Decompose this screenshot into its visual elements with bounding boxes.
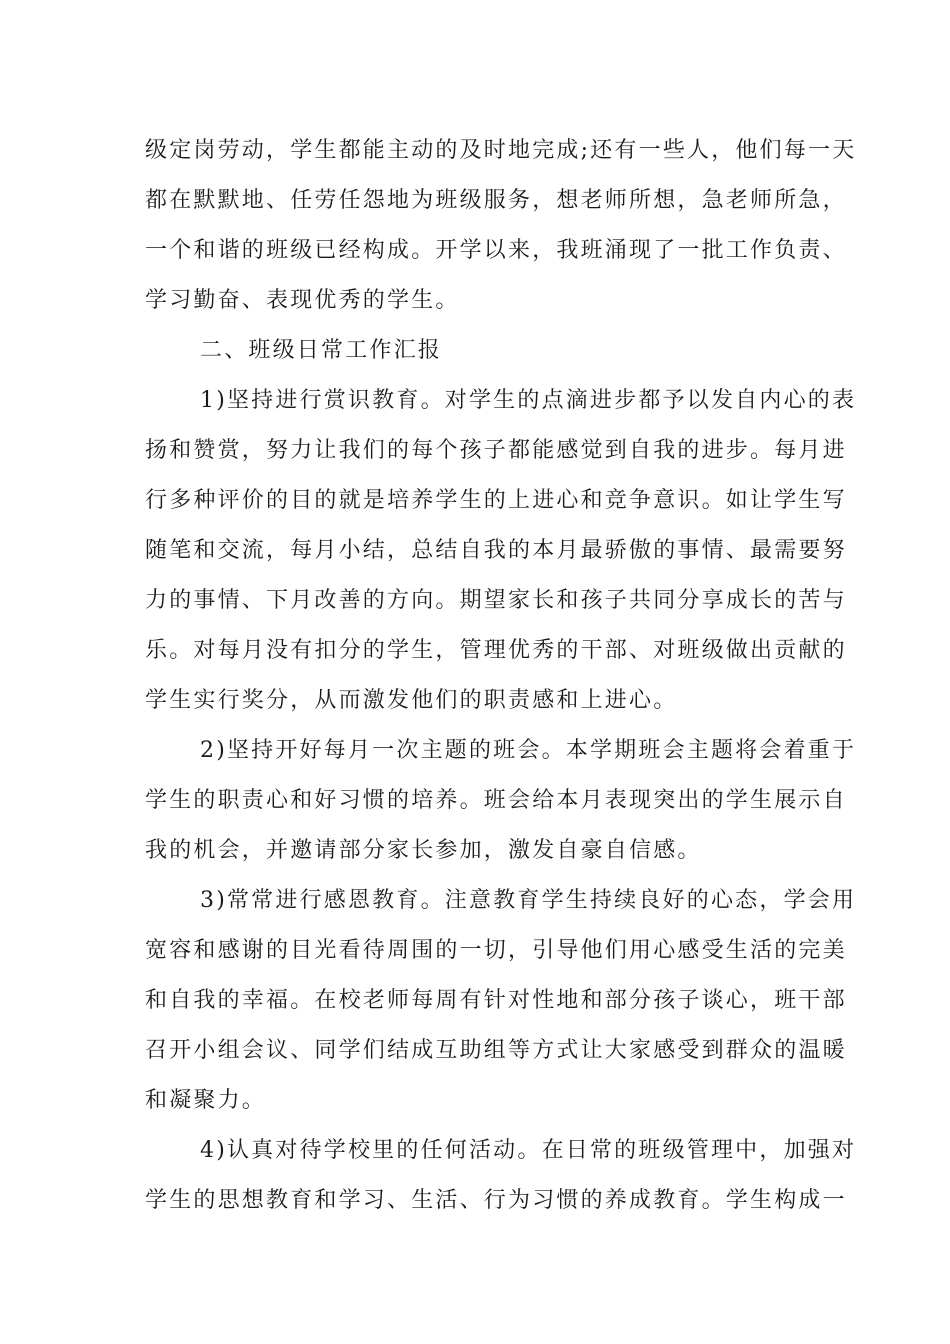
text-line: 乐。对每月没有扣分的学生，管理优秀的干部、对班级做出贡献的: [145, 638, 847, 663]
text-line: 学生的职责心和好习惯的培养。班会给本月表现突出的学生展示自: [145, 788, 847, 813]
text-line: 宽容和感谢的目光看待周围的一切，引导他们用心感受生活的完美: [145, 938, 847, 963]
text-line: 扬和赞赏，努力让我们的每个孩子都能感觉到自我的进步。每月进: [145, 438, 847, 463]
paragraph-first-line: 2)坚持开好每月一次主题的班会。本学期班会主题将会着重于: [200, 738, 857, 763]
text-line: 力的事情、下月改善的方向。期望家长和孩子共同分享成长的苦与: [145, 588, 847, 613]
text-line: 我的机会，并邀请部分家长参加，激发自豪自信感。: [145, 838, 702, 863]
text-line: 随笔和交流，每月小结，总结自我的本月最骄傲的事情、最需要努: [145, 538, 847, 563]
text-line: 级定岗劳动，学生都能主动的及时地完成;还有一些人，他们每一天: [145, 138, 857, 163]
paragraph-first-line: 4)认真对待学校里的任何活动。在日常的班级管理中，加强对: [200, 1138, 857, 1163]
text-line: 学生的思想教育和学习、生活、行为习惯的养成教育。学生构成一: [145, 1188, 847, 1213]
paragraph-first-line: 1)坚持进行赏识教育。对学生的点滴进步都予以发自内心的表: [200, 388, 857, 413]
paragraph-first-line: 3)常常进行感恩教育。注意教育学生持续良好的心态，学会用: [200, 888, 857, 913]
text-line: 都在默默地、任劳任怨地为班级服务，想老师所想，急老师所急，: [145, 188, 847, 213]
text-line: 行多种评价的目的就是培养学生的上进心和竞争意识。如让学生写: [145, 488, 847, 513]
text-line: 一个和谐的班级已经构成。开学以来，我班涌现了一批工作负责、: [145, 238, 847, 263]
text-line: 学生实行奖分，从而激发他们的职责感和上进心。: [145, 688, 678, 713]
text-line: 学习勤奋、表现优秀的学生。: [145, 288, 460, 313]
text-line: 和凝聚力。: [145, 1088, 267, 1113]
text-line: 和自我的幸福。在校老师每周有针对性地和部分孩子谈心，班干部: [145, 988, 847, 1013]
section-heading: 二、班级日常工作汇报: [200, 338, 443, 363]
text-line: 召开小组会议、同学们结成互助组等方式让大家感受到群众的温暖: [145, 1038, 847, 1063]
